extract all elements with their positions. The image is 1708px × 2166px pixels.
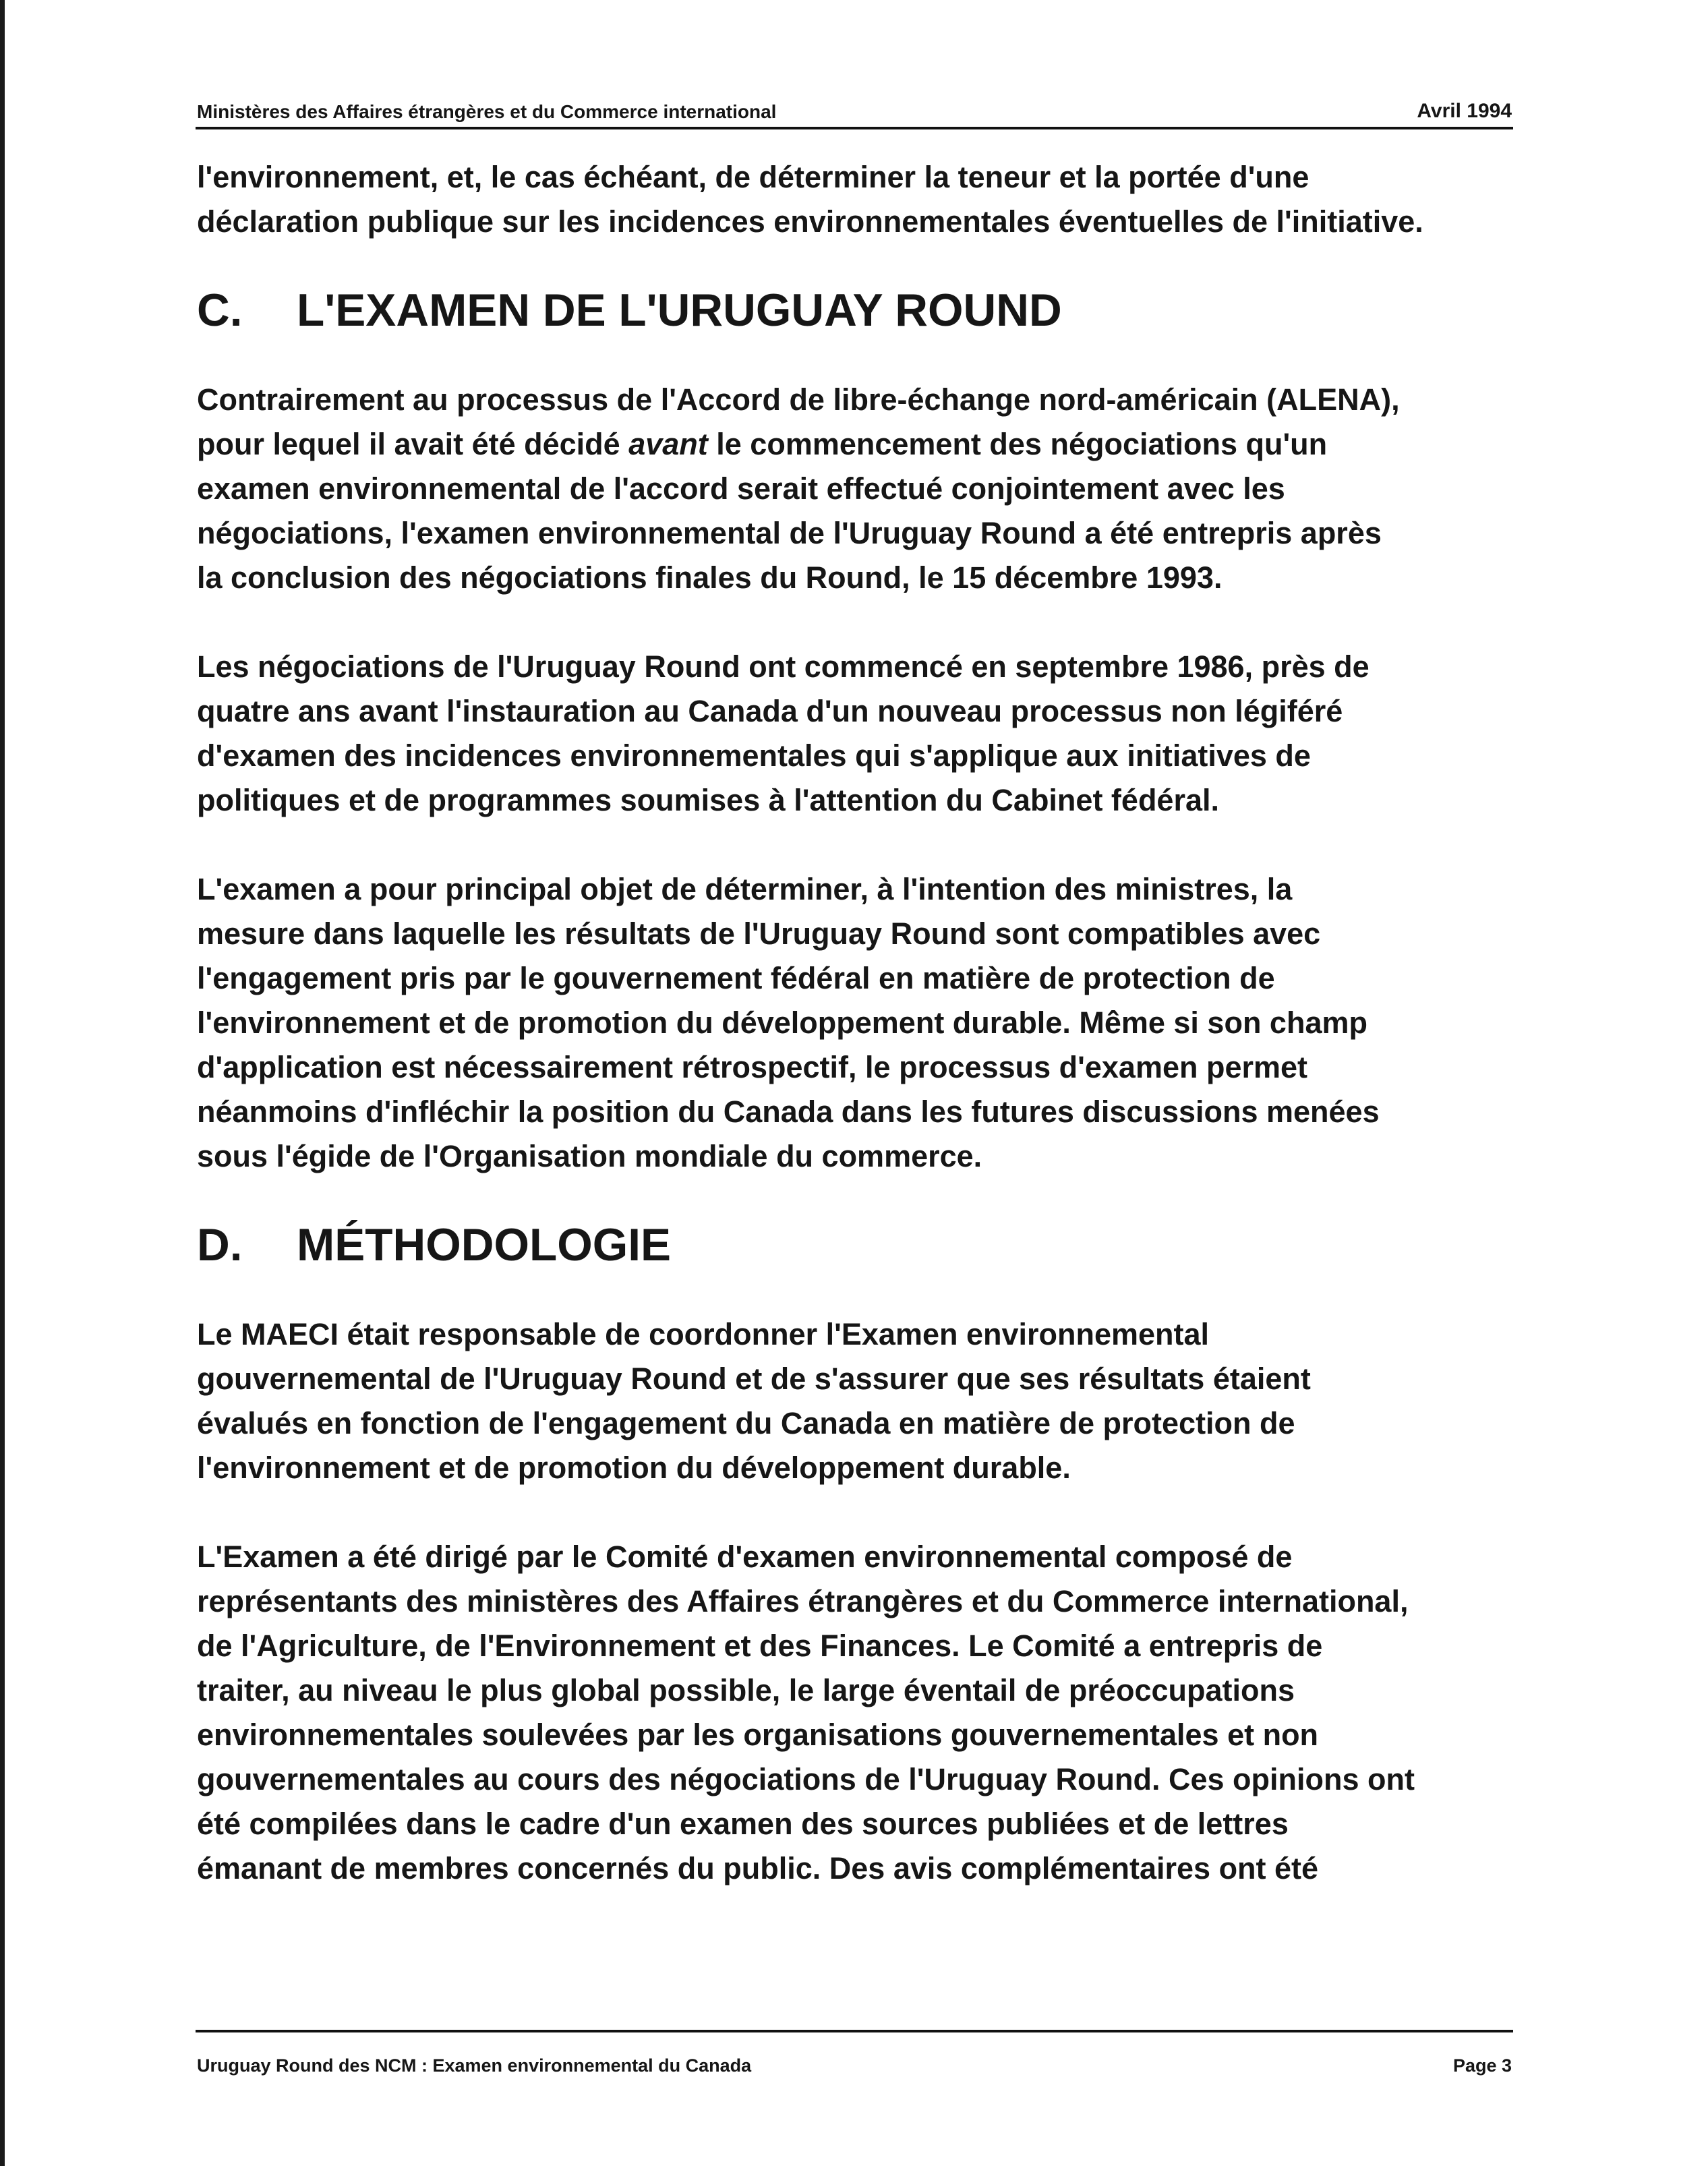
- section-number: C.: [197, 285, 243, 336]
- text-line: examen environnemental de l'accord serait effectué conjointement avec les: [197, 471, 1285, 506]
- section-heading-c: [197, 285, 1532, 336]
- text-line: l'engagement pris par le gouvernement fédéral en matière de protection de: [197, 961, 1275, 995]
- page-number: Page 3: [1452, 2055, 1512, 2076]
- paragraph-maeci: [197, 1312, 1532, 1490]
- text-line: Le MAECI était responsable de coordonner l'Examen environnemental: [197, 1317, 1210, 1351]
- text-line: représentants des ministères des Affaires étrangères et du Commerce international,: [197, 1584, 1409, 1618]
- text-line: politiques et de programmes soumises à l'attention du Cabinet fédéral.: [197, 783, 1220, 817]
- text-line: la conclusion des négociations finales du Round, le 15 décembre 1993.: [197, 560, 1223, 595]
- scan-edge: [0, 0, 5, 2166]
- paragraph-negotiations: [197, 645, 1532, 823]
- text-line: l'environnement, et, le cas échéant, de déterminer la teneur et la portée d'une: [197, 160, 1309, 194]
- text-line: environnementales soulevées par les organisations gouvernementales et non: [197, 1718, 1319, 1752]
- text-segment: le commencement des négociations qu'un: [707, 427, 1328, 461]
- section-title: L'EXAMEN DE L'URUGUAY ROUND: [297, 285, 1062, 336]
- section-title: MÉTHODOLOGIE: [297, 1220, 671, 1270]
- text-line: gouvernemental de l'Uruguay Round et de s'assurer que ses résultats étaient: [197, 1362, 1311, 1396]
- text-line: déclaration publique sur les incidences environnementales éventuelles de l'initiative.: [197, 204, 1423, 239]
- text-line: quatre ans avant l'instauration au Canada d'un nouveau processus non légiféré: [197, 694, 1343, 728]
- text-line: Les négociations de l'Uruguay Round ont commencé en septembre 1986, près de: [197, 649, 1370, 684]
- text-line: d'application est nécessairement rétrospectif, le processus d'examen permet: [197, 1050, 1308, 1084]
- paragraph-objective: [197, 867, 1532, 1179]
- page-footer: [197, 2055, 1512, 2076]
- page-header: [197, 90, 1512, 128]
- text-line: L'examen a pour principal objet de déterminer, à l'intention des ministres, la: [197, 872, 1293, 906]
- text-line: émanant de membres concernés du public. Des avis complémentaires ont été: [197, 1851, 1319, 1885]
- text-segment: pour lequel il avait été décidé: [197, 427, 629, 461]
- footer-rule: [196, 2030, 1513, 2032]
- header-ministry: Ministères des Affaires étrangères et du Commerce international: [197, 101, 777, 122]
- text-line: Contrairement au processus de l'Accord de libre-échange nord-américain (ALENA),: [197, 382, 1400, 417]
- text-line: mesure dans laquelle les résultats de l'Uruguay Round sont compatibles avec: [197, 916, 1321, 951]
- text-line: l'environnement et de promotion du développement durable. Même si son champ: [197, 1005, 1367, 1040]
- emphasis-text: avant: [628, 427, 708, 461]
- text-line: sous l'égide de l'Organisation mondiale du commerce.: [197, 1139, 982, 1173]
- text-line: de l'Agriculture, de l'Environnement et des Finances. Le Comité a entrepris de: [197, 1629, 1323, 1663]
- paragraph-continuation: [197, 155, 1532, 244]
- text-line: évalués en fonction de l'engagement du Canada en matière de protection de: [197, 1406, 1295, 1440]
- text-line: [197, 422, 1532, 467]
- section-heading-d: [197, 1220, 1532, 1270]
- paragraph-alena: [197, 378, 1532, 600]
- header-date: Avril 1994: [1417, 100, 1512, 122]
- text-line: traiter, au niveau le plus global possible, le large éventail de préoccupations: [197, 1673, 1295, 1707]
- text-line: l'environnement et de promotion du développement durable.: [197, 1451, 1071, 1485]
- paragraph-committee: [197, 1535, 1532, 1891]
- text-line: été compilées dans le cadre d'un examen des sources publiées et de lettres: [197, 1807, 1289, 1841]
- footer-title: Uruguay Round des NCM : Examen environnemental du Canada: [197, 2055, 752, 2076]
- header-rule: [196, 127, 1513, 129]
- text-line: négociations, l'examen environnemental de l'Uruguay Round a été entrepris après: [197, 516, 1382, 550]
- text-line: néanmoins d'infléchir la position du Canada dans les futures discussions menées: [197, 1094, 1380, 1129]
- section-number: D.: [197, 1220, 243, 1270]
- text-line: L'Examen a été dirigé par le Comité d'examen environnemental composé de: [197, 1540, 1293, 1574]
- page-body: [197, 155, 1532, 1891]
- text-line: gouvernementales au cours des négociations de l'Uruguay Round. Ces opinions ont: [197, 1762, 1415, 1796]
- text-line: d'examen des incidences environnementales qui s'applique aux initiatives de: [197, 738, 1311, 773]
